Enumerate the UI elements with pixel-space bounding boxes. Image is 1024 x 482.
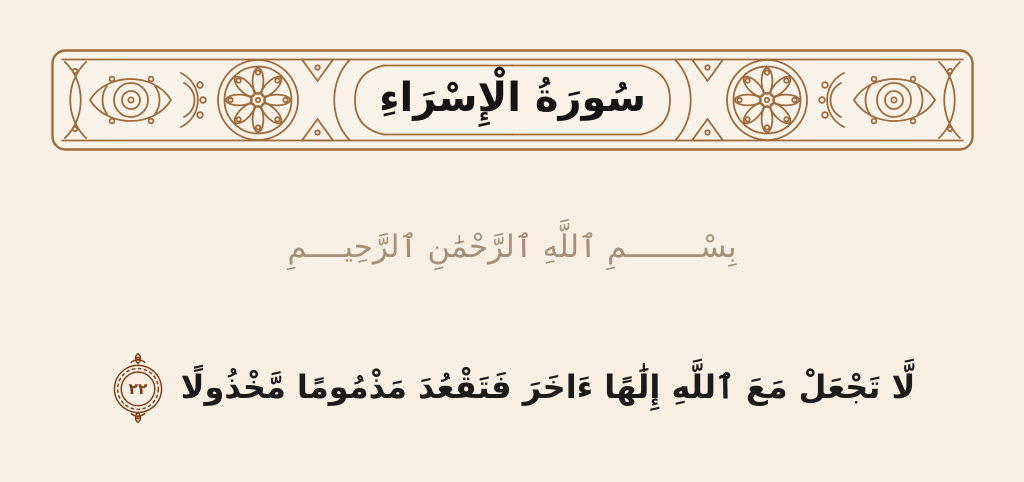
verse-number-medallion	[109, 351, 167, 425]
verse-number: ٢٢	[128, 379, 148, 398]
basmala-text: بِسْــــــــمِ ٱللَّهِ ٱلرَّحْمَٰنِ ٱلرَّحِيــــمِ	[287, 229, 737, 265]
surah-title: سُورَةُ الْإِسْرَاءِ	[379, 75, 646, 121]
verse-line	[0, 342, 1024, 434]
surah-header-banner	[50, 48, 975, 152]
verse-text: لَّا تَجْعَلْ مَعَ ٱللَّهِ إِلَٰهًا ءَاخَرَ فَتَقْعُدَ مَذْمُومًا مَّخْذُولًا	[180, 368, 916, 407]
